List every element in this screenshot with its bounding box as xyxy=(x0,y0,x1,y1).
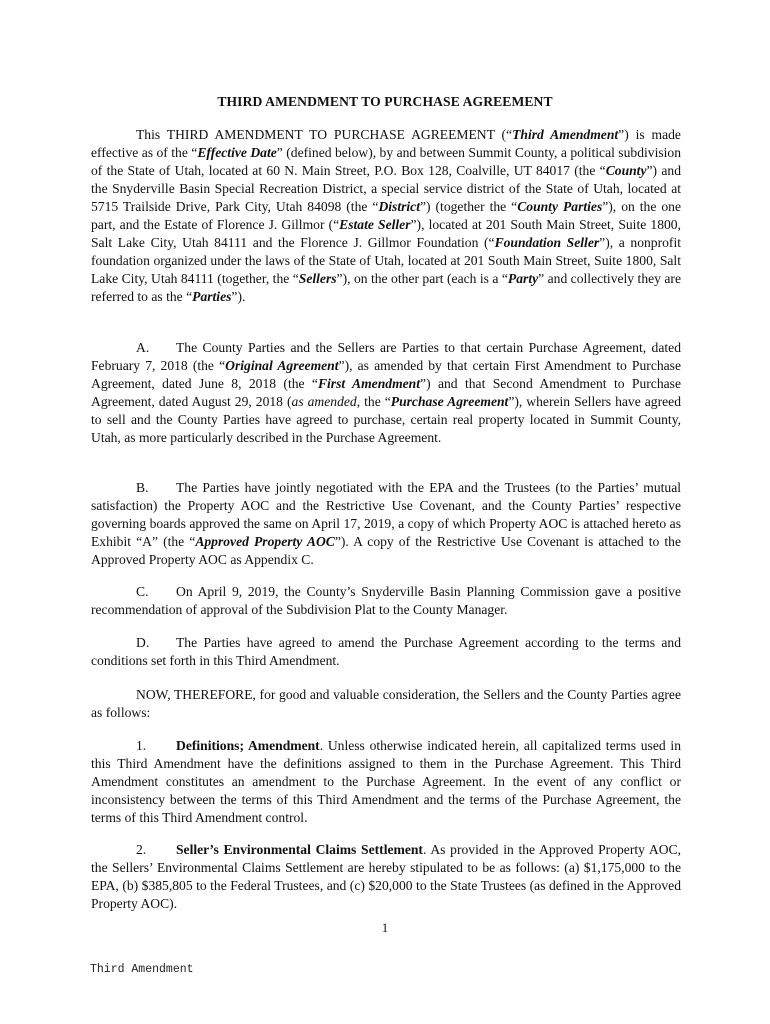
recital-label: C. xyxy=(136,584,149,599)
section-text: . As provided in the Approved Property AOC, the Sellers’ Environmental Claims Settlement are hereby stipulated to be as follows: (a) $1,175,000 to the EPA, (b) $385,805 to the Federal Trustees, and (c) $20,000 to the State Trustees (as defined in the Approved Property AOC). xyxy=(91,842,681,911)
italic-text: as amended xyxy=(291,394,357,409)
defined-term: First Amendment xyxy=(317,376,421,391)
section-number: 2. xyxy=(136,842,147,857)
recital-d xyxy=(91,634,681,670)
intro-paragraph xyxy=(91,126,681,306)
defined-term: Third Amendment xyxy=(512,127,619,142)
intro-text: ” (defined below), by and between Summit County, a political subdivision of the State of Utah, located at 60 N. Main Street, P.O. Box 128, Coalville, UT 84017 (the “ xyxy=(91,145,682,178)
defined-term: Parties xyxy=(192,289,232,304)
recital-c xyxy=(91,583,681,619)
defined-term: Estate Seller xyxy=(339,217,411,232)
now-therefore-paragraph xyxy=(91,686,681,722)
section-2 xyxy=(91,841,681,913)
intro-text: ”), on the other part (each is a “ xyxy=(336,271,508,286)
defined-term: Sellers xyxy=(298,271,337,286)
intro-text: ”), a nonprofit foundation organized under the laws of the State of Utah, located at 201 South Main Street, Suite 1800, Salt Lake City, Utah 84111 (together, the “ xyxy=(91,235,681,286)
recital-text: The County Parties and the Sellers are Parties to that certain Purchase Agreement, dated February 7, 2018 (the “ xyxy=(91,340,681,373)
defined-term: County Parties xyxy=(517,199,603,214)
defined-term: Original Agreement xyxy=(225,358,339,373)
footer-text: Third Amendment xyxy=(90,963,194,976)
defined-term: District xyxy=(378,199,420,214)
recital-text: , the “ xyxy=(356,394,391,409)
section-heading: Definitions; Amendment xyxy=(176,738,320,753)
intro-text: ”) and the Snyderville Basin Special Recreation District, a special service district of the State of Utah, located at 5715 Trailside Drive, Park City, Utah 84098 (the “ xyxy=(91,163,681,214)
defined-term: Purchase Agreement xyxy=(390,394,509,409)
section-text: . Unless otherwise indicated herein, all capitalized terms used in this Third Amendment have the definitions assigned to them in the Purchase Agreement. This Third Amendment constitutes an amendment to the Purchase Agreement. In the event of any conflict or inconsistency between the terms of this Third Amendment and the terms of the Purchase Agreement, the terms of this Third Amendment control. xyxy=(91,738,681,825)
defined-term: Party xyxy=(507,271,539,286)
recital-text: ”), wherein Sellers have agreed to sell and the County Parties have agreed to purchase, certain real property located in Summit County, Utah, as more particularly described in the Purchase Agreement. xyxy=(91,394,681,445)
defined-term: Effective Date xyxy=(197,145,277,160)
intro-text: This THIRD AMENDMENT TO PURCHASE AGREEMENT (“ xyxy=(136,127,513,142)
intro-text: ”), on the one part, and the Estate of Florence J. Gillmor (“ xyxy=(91,199,681,232)
recital-label: B. xyxy=(136,480,149,495)
recital-text: The Parties have jointly negotiated with the EPA and the Trustees (to the Parties’ mutual satisfaction) the Property AOC and the Restrictive Use Covenant, and the County Parties’ respective governing boards approved the same on April 17, 2019, a copy of which Property AOC is attached hereto as Exhibit “A” (the “ xyxy=(91,480,681,549)
intro-text: ”) (together the “ xyxy=(419,199,518,214)
recital-a xyxy=(91,339,681,447)
recital-text: ”) and that Second Amendment to Purchase Agreement, dated August 29, 2018 ( xyxy=(91,376,681,409)
recital-label: A. xyxy=(136,340,150,355)
recital-text: ”). A copy of the Restrictive Use Covenant is attached to the Approved Property AOC as Appendix C. xyxy=(91,534,681,567)
document-title: THIRD AMENDMENT TO PURCHASE AGREEMENT xyxy=(217,94,553,109)
section-number: 1. xyxy=(136,738,147,753)
defined-term: Foundation Seller xyxy=(494,235,600,250)
recital-text: On April 9, 2019, the County’s Snyderville Basin Planning Commission gave a positive recommendation of approval of the Subdivision Plat to the County Manager. xyxy=(91,584,681,617)
intro-text: ”) is made effective as of the “ xyxy=(91,127,681,160)
section-heading: Seller’s Environmental Claims Settlement xyxy=(176,842,423,857)
section-1 xyxy=(91,737,681,827)
defined-term: County xyxy=(605,163,647,178)
defined-term: Approved Property AOC xyxy=(195,534,335,549)
page-number: 1 xyxy=(381,921,389,935)
recital-b xyxy=(91,479,681,569)
now-therefore-text: NOW, THEREFORE, for good and valuable consideration, the Sellers and the County Parties agree as follows: xyxy=(91,687,681,720)
intro-text: ” and collectively they are referred to as the “ xyxy=(91,271,681,304)
recital-text: The Parties have agreed to amend the Purchase Agreement according to the terms and conditions set forth in this Third Amendment. xyxy=(91,635,681,668)
intro-text: ”), located at 201 South Main Street, Suite 1800, Salt Lake City, Utah 84111 and the Florence J. Gillmor Foundation (“ xyxy=(91,217,681,250)
recital-label: D. xyxy=(136,635,150,650)
intro-text: ”). xyxy=(231,289,246,304)
recital-text: ”), as amended by that certain First Amendment to Purchase Agreement, dated June 8, 2018 (the “ xyxy=(91,358,682,391)
